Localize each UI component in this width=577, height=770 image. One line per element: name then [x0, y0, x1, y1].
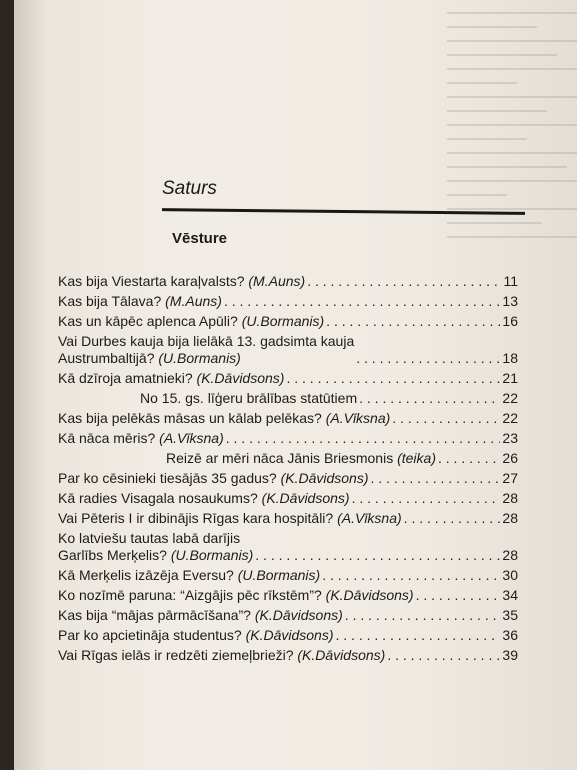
toc-entry-title-text: Par ko cēsinieki tiesājās 35 gadus?: [58, 470, 277, 486]
toc-entry-title-text: Kā dzīroja amatnieki?: [58, 370, 193, 386]
toc-entry: [58, 527, 518, 564]
toc-entry: [58, 564, 518, 584]
toc-leader-dots: [226, 430, 501, 447]
toc-entry: [58, 270, 518, 290]
toc-page-number: 30: [502, 567, 518, 583]
toc-entry-author: (A.Vīksna): [337, 510, 402, 526]
toc-entry-title-line1: Ko latviešu tautas labā darījis: [58, 530, 241, 546]
toc-entry-title: [58, 370, 284, 387]
toc-entry-title: [58, 607, 343, 624]
toc-leader-dots: [371, 470, 501, 487]
toc-page-number: 23: [502, 430, 518, 446]
toc-entry: [58, 367, 518, 387]
toc-entry: [58, 310, 518, 330]
toc-leader-dots: [345, 607, 501, 624]
page-title: Saturs: [162, 178, 217, 199]
toc-entry-author: (K.Dāvidsons): [297, 647, 386, 663]
toc-entry-title-text: Kas bija Viestarta karaļvalsts?: [58, 273, 245, 289]
toc-entry-title-text: No 15. gs. līģeru brālības statūtiem: [140, 390, 358, 406]
toc-entry: [58, 467, 518, 487]
toc-page-number: 28: [502, 547, 518, 563]
toc-page-number: 13: [502, 293, 518, 309]
toc-leader-dots: [224, 293, 500, 310]
toc-entry-title-text: Kā nāca mēris?: [58, 430, 156, 446]
toc-leader-dots: [326, 313, 500, 330]
toc-entry-title: [58, 587, 414, 604]
toc-leader-dots: [352, 490, 501, 507]
toc-entry: [58, 644, 518, 664]
toc-entry-author: (M.Auns): [248, 273, 306, 289]
toc-entry-author: (teika): [397, 450, 436, 466]
toc-entry-title: [58, 313, 324, 330]
toc-entry-title: [58, 490, 350, 507]
toc-entry-author: (U.Bormanis): [237, 567, 321, 583]
toc-leader-dots: [416, 587, 501, 604]
toc-page-number: 18: [502, 350, 518, 366]
toc-entry: [58, 290, 518, 310]
toc-leader-dots: [356, 350, 500, 367]
toc-entry-title-text: Reizē ar mēri nāca Jānis Briesmonis: [166, 450, 394, 466]
toc-leader-dots: [322, 567, 500, 584]
toc-entry-title: [58, 273, 305, 290]
toc-entry-title-text: Kā radies Visagala nosaukums?: [58, 490, 258, 506]
toc-entry-title: [58, 410, 390, 427]
toc-entry-author: (K.Dāvidsons): [245, 627, 334, 643]
toc-page-number: 27: [502, 470, 518, 486]
toc-leader-dots: [404, 510, 501, 527]
toc-leader-dots: [438, 450, 500, 467]
toc-entry: [58, 487, 518, 507]
toc-entry-title-text: Garlībs Merķelis?: [58, 547, 167, 563]
toc-entry: [58, 387, 518, 407]
toc-page-number: 28: [502, 490, 518, 506]
toc-entry: [58, 604, 518, 624]
toc-page-number: 16: [502, 313, 518, 329]
toc-entry: [58, 624, 518, 644]
toc-entry-author: (K.Dāvidsons): [261, 490, 350, 506]
toc-entry-title: [58, 647, 385, 664]
toc-entry-author: (A.Vīksna): [159, 430, 224, 446]
section-heading: Vēsture: [172, 230, 228, 247]
toc-page-number: 26: [502, 450, 518, 466]
toc-entry: [58, 584, 518, 604]
toc-entry-title-text: Kas bija Tālava?: [58, 293, 162, 309]
toc-entry-title: [58, 627, 334, 644]
toc-entry-title: [166, 450, 436, 467]
toc-entry: [58, 330, 518, 367]
toc-entry-author: (U.Bormanis): [241, 313, 325, 329]
toc-leader-dots: [255, 547, 500, 564]
toc-entry-title: [58, 470, 369, 487]
toc-leader-dots: [392, 410, 500, 427]
toc-entry-title: [58, 567, 320, 584]
toc-entry-title-text: Par ko apcietināja studentus?: [58, 627, 242, 643]
toc-page-number: 21: [502, 370, 518, 386]
toc-entry: [58, 507, 518, 527]
toc-page-number: 22: [502, 410, 518, 426]
toc-entry-author: (K.Dāvidsons): [280, 470, 369, 486]
table-of-contents: [58, 270, 518, 664]
toc-entry-title-text: Ko nozīmē paruna: “Aizgājis pēc rīkstēm”?: [58, 587, 322, 603]
toc-entry-author: (K.Dāvidsons): [325, 587, 414, 603]
toc-entry-title-text: Vai Pēteris I ir dibinājis Rīgas kara hospitāli?: [58, 510, 334, 526]
bleed-through-text: [407, 0, 577, 240]
toc-entry-title-text: Kas un kāpēc aplenca Apūli?: [58, 313, 238, 329]
toc-entry-author: (M.Auns): [165, 293, 222, 309]
toc-leader-dots: [307, 273, 501, 290]
toc-entry-title: [58, 293, 222, 310]
toc-entry-title-text: Kas bija “mājas pārmācīšana”?: [58, 607, 251, 623]
toc-leader-dots: [286, 370, 500, 387]
toc-page-number: 11: [503, 273, 518, 289]
toc-entry: [58, 407, 518, 427]
toc-page-number: 35: [502, 607, 518, 623]
toc-page-number: 39: [502, 647, 518, 663]
toc-entry-title: [140, 390, 357, 407]
toc-entry-author: (K.Dāvidsons): [196, 370, 285, 386]
toc-leader-dots: [359, 390, 500, 407]
toc-entry-title: [58, 333, 354, 367]
toc-leader-dots: [336, 627, 501, 644]
toc-leader-dots: [387, 647, 500, 664]
toc-entry-title-text: Austrumbaltijā?: [58, 350, 155, 366]
toc-entry-title: [58, 430, 224, 447]
toc-entry-title-text: Kā Merķelis izāzēja Eversu?: [58, 567, 234, 583]
toc-entry-title: [58, 530, 253, 564]
toc-entry-title-text: Vai Rīgas ielās ir redzēti ziemeļbrieži?: [58, 647, 294, 663]
toc-page-number: 36: [502, 627, 518, 643]
toc-entry-author: (A.Vīksna): [325, 410, 391, 426]
toc-page-number: 28: [502, 510, 518, 526]
toc-entry-title-text: Kas bija pelēkās māsas un kālab pelēkas?: [58, 410, 322, 426]
toc-entry-author: (K.Dāvidsons): [254, 607, 343, 623]
toc-page-number: 34: [502, 587, 518, 603]
toc-entry-author: (U.Bormanis): [158, 350, 241, 366]
toc-entry: [58, 447, 518, 467]
toc-entry-author: (U.Bormanis): [170, 547, 254, 563]
toc-entry-title-line1: Vai Durbes kauja bija lielākā 13. gadsimta kauja: [58, 333, 355, 349]
toc-entry-title: [58, 510, 402, 527]
toc-page-number: 22: [502, 390, 518, 406]
book-page: [14, 0, 577, 770]
toc-entry: [58, 427, 518, 447]
